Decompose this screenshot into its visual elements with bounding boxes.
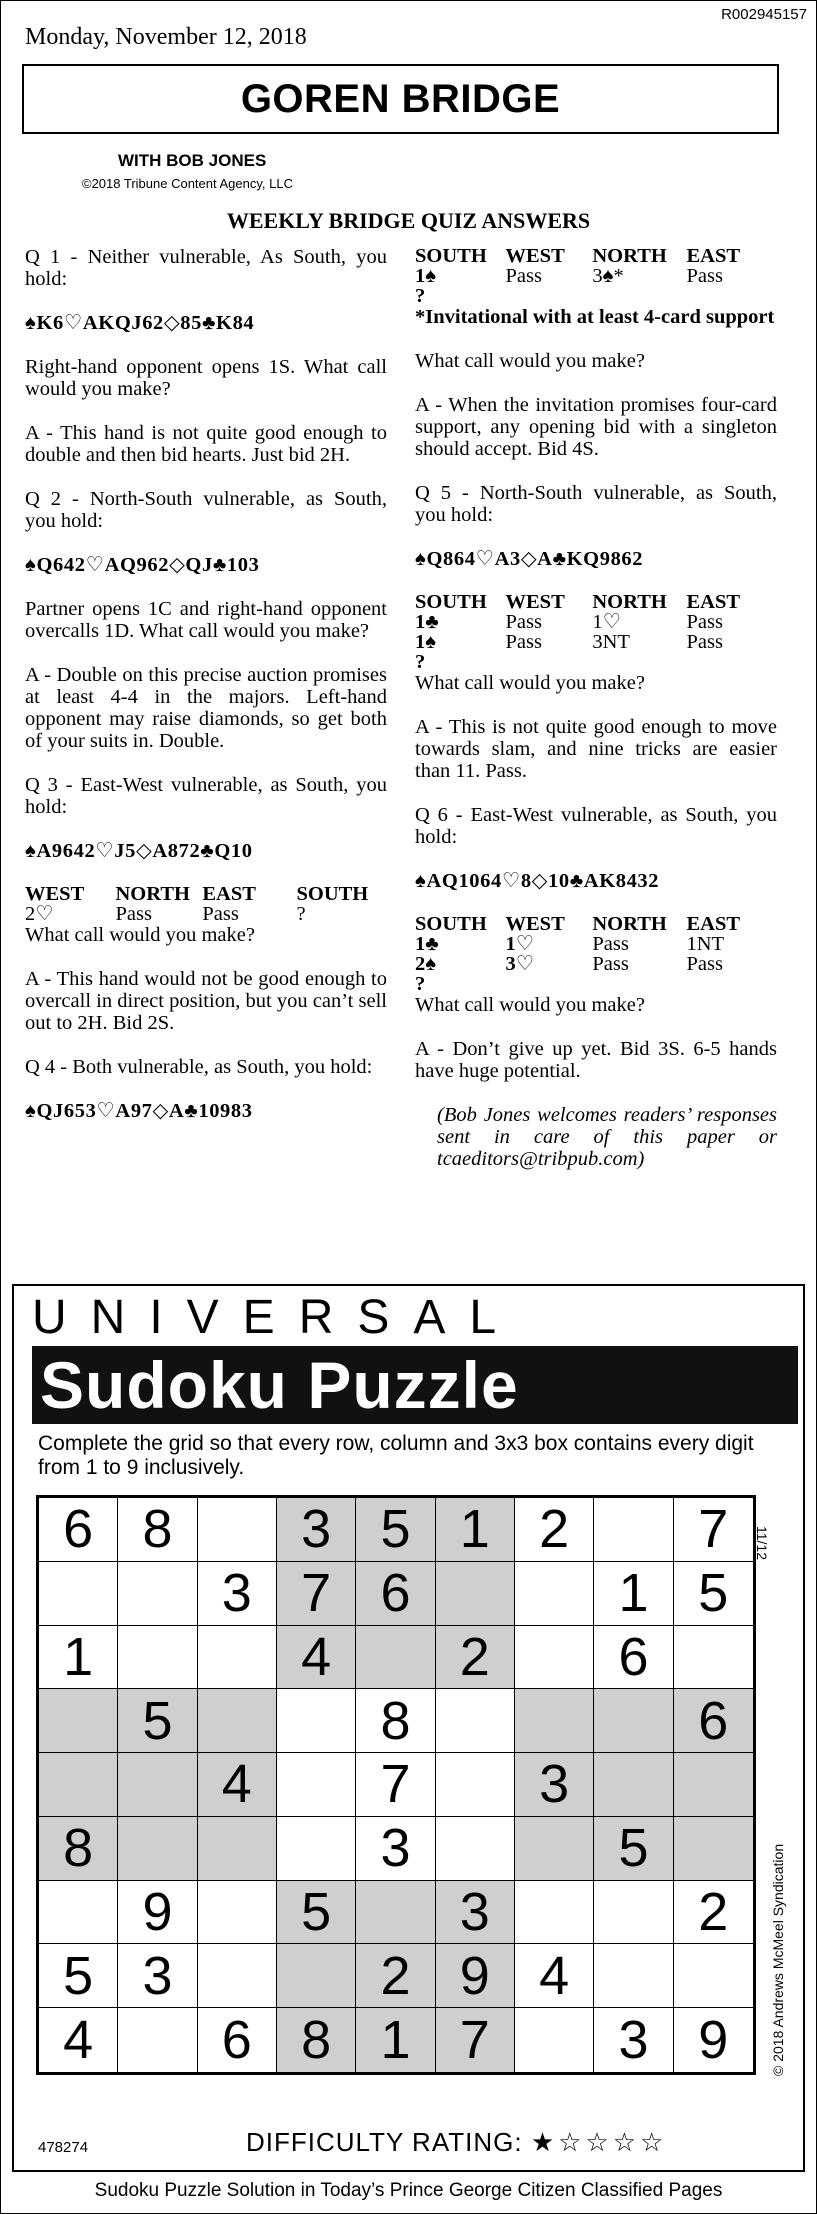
auction-header: SOUTH xyxy=(415,591,487,613)
sudoku-cell[interactable] xyxy=(39,1753,118,1817)
sudoku-cell: 7 xyxy=(356,1753,435,1817)
sudoku-cell: 7 xyxy=(436,2008,515,2072)
auction-call: 1♡ xyxy=(505,933,535,955)
sudoku-cell[interactable] xyxy=(198,1689,277,1753)
sudoku-cell: 6 xyxy=(674,1689,753,1753)
sudoku-cell: 8 xyxy=(356,1689,435,1753)
sudoku-cell[interactable] xyxy=(594,1689,673,1753)
puzzle-number: 478274 xyxy=(38,2139,89,2156)
sudoku-cell: 6 xyxy=(356,1562,435,1626)
sudoku-instructions: Complete the grid so that every row, column and 3x3 box contains every digit from 1 to 9 inclusively. xyxy=(38,1432,754,1479)
sudoku-cell: 2 xyxy=(674,1881,753,1945)
byline: WITH BOB JONES xyxy=(118,151,267,170)
auction-call: ? xyxy=(415,285,426,307)
sudoku-cell[interactable] xyxy=(436,1753,515,1817)
q4-question: Q 4 - Both vulnerable, as South, you hold: xyxy=(25,1056,373,1078)
sudoku-cell: 6 xyxy=(198,2008,277,2072)
sudoku-grid xyxy=(36,1495,756,2075)
auction-call xyxy=(686,974,777,994)
q4-note: *Invitational with at least 4-card support xyxy=(415,306,775,328)
sudoku-cell: 7 xyxy=(674,1498,753,1562)
auction-call: Pass xyxy=(505,611,542,633)
publication-date: Monday, November 12, 2018 xyxy=(25,24,307,50)
sudoku-cell: 5 xyxy=(674,1562,753,1626)
sudoku-cell: 4 xyxy=(277,1626,356,1690)
puzzle-date: 11/12 xyxy=(754,1526,770,1560)
sudoku-cell[interactable] xyxy=(594,1881,673,1945)
auction-header: SOUTH xyxy=(415,913,487,935)
sudoku-cell: 4 xyxy=(198,1753,277,1817)
sudoku-cell[interactable] xyxy=(39,1689,118,1753)
auction-call: 1♠ xyxy=(415,631,437,653)
sudoku-cell[interactable] xyxy=(198,1817,277,1881)
sudoku-cell: 8 xyxy=(39,1817,118,1881)
q4-hand: ♠QJ653♡A97◇A♣10983 xyxy=(25,1100,253,1122)
sudoku-cell: 3 xyxy=(118,1944,197,2008)
sudoku-cell[interactable] xyxy=(277,1753,356,1817)
auction-header: NORTH xyxy=(592,913,667,935)
auction-call: Pass xyxy=(686,265,723,287)
auction-call xyxy=(592,652,686,672)
left-column xyxy=(25,246,387,1122)
sudoku-title: Sudoku Puzzle xyxy=(32,1346,798,1424)
auction-header: EAST xyxy=(686,591,741,613)
sudoku-cell[interactable] xyxy=(118,2008,197,2072)
auction-call: Pass xyxy=(115,903,152,925)
reference-id: R002945157 xyxy=(721,6,807,23)
sudoku-cell[interactable] xyxy=(356,1626,435,1690)
sudoku-panel xyxy=(12,1284,805,2172)
quiz-heading: WEEKLY BRIDGE QUIZ ANSWERS xyxy=(226,208,591,233)
q2-answer: A - Double on this precise auction promises at least 4-4 in the majors. Left-hand opponent may raise diamonds, so get both of your suits in. Double. xyxy=(25,664,387,752)
auction-call: 1♡ xyxy=(592,611,622,633)
auction-call: 3♠* xyxy=(592,265,624,287)
sudoku-cell: 9 xyxy=(698,2010,729,2071)
sudoku-cell[interactable] xyxy=(436,1817,515,1881)
auction-call xyxy=(506,286,593,306)
sudoku-cell[interactable] xyxy=(118,1626,197,1690)
q5-answer: A - This is not quite good enough to move towards slam, and nine tricks are easier than 11. Pass. xyxy=(415,716,777,782)
q6-question: Q 6 - East-West vulnerable, as South, you hold: xyxy=(415,804,777,848)
auction-call: Pass xyxy=(592,933,629,955)
sudoku-cell: 4 xyxy=(515,1944,594,2008)
sudoku-cell[interactable] xyxy=(436,1689,515,1753)
sudoku-cell: 1 xyxy=(39,1626,118,1690)
sudoku-cell: 9 xyxy=(436,1944,515,2008)
sudoku-cell[interactable] xyxy=(515,1817,594,1881)
q3-answer: A - This hand would not be good enough to overcall in direct position, but you can’t sell out to 2H. Bid 2S. xyxy=(25,968,387,1034)
auction-header: NORTH xyxy=(115,883,190,905)
sudoku-cell: 3 xyxy=(198,1562,277,1626)
auction-header: NORTH xyxy=(592,591,667,613)
sudoku-cell[interactable] xyxy=(277,1689,356,1753)
auction-call: Pass xyxy=(686,953,723,975)
q6-prompt: What call would you make? xyxy=(415,994,645,1016)
sudoku-cell: 3 xyxy=(436,1881,515,1945)
q2-prompt: Partner opens 1C and right-hand opponent overcalls 1D. What call would you make? xyxy=(25,598,387,642)
sudoku-cell[interactable] xyxy=(277,1817,356,1881)
q1-answer: A - This hand is not quite good enough to double and then bid hearts. Just bid 2H. xyxy=(25,422,387,466)
sudoku-cell[interactable] xyxy=(118,1562,197,1626)
auction-header: WEST xyxy=(505,245,565,267)
auction-call: ? xyxy=(415,651,426,673)
sudoku-cell[interactable] xyxy=(198,1498,277,1562)
auction-call: 2♠ xyxy=(415,953,437,975)
copyright-line: ©2018 Tribune Content Agency, LLC xyxy=(82,176,293,191)
auction-call: 1NT xyxy=(686,933,725,955)
auction-call: 2♡ xyxy=(25,903,54,925)
sudoku-cell: 2 xyxy=(356,1944,435,2008)
sudoku-cell: 5 xyxy=(594,1817,673,1881)
auction-call: ? xyxy=(415,973,426,995)
auction-call: 1♠ xyxy=(415,265,437,287)
sudoku-cell: 3 xyxy=(356,1817,435,1881)
auction-header: EAST xyxy=(686,913,741,935)
q4-auction xyxy=(415,246,777,306)
sudoku-cell: 3 xyxy=(515,1753,594,1817)
sudoku-cell[interactable] xyxy=(594,1944,673,2008)
auction-call: Pass xyxy=(686,611,723,633)
q1-prompt: Right-hand opponent opens 1S. What call would you make? xyxy=(25,356,387,400)
sudoku-cell[interactable] xyxy=(198,1944,277,2008)
auction-call: Pass xyxy=(592,953,629,975)
q2-hand: ♠Q642♡AQ962◇QJ♣103 xyxy=(25,554,260,576)
auction-call xyxy=(592,974,686,994)
sudoku-cell: 4 xyxy=(39,2008,118,2072)
sudoku-cell[interactable] xyxy=(674,1944,753,2008)
difficulty-rating xyxy=(246,2127,667,2158)
sudoku-cell[interactable] xyxy=(39,1562,118,1626)
sudoku-cell: 5 xyxy=(277,1881,356,1945)
auction-call: 3NT xyxy=(592,631,630,653)
q2-question: Q 2 - North-South vulnerable, as South, you hold: xyxy=(25,488,387,532)
q5-prompt: What call would you make? xyxy=(415,672,645,694)
sudoku-cell[interactable] xyxy=(198,1881,277,1945)
auction-call: 1♣ xyxy=(415,611,439,633)
q3-auction xyxy=(25,884,387,924)
sudoku-cell: 9 xyxy=(118,1881,197,1945)
sudoku-cell: 5 xyxy=(356,1498,435,1562)
auction-call: Pass xyxy=(505,631,542,653)
sudoku-cell: 8 xyxy=(118,1498,197,1562)
sudoku-cell: 2 xyxy=(436,1626,515,1690)
q3-prompt: What call would you make? xyxy=(25,924,255,946)
q3-hand: ♠A9642♡J5◇A872♣Q10 xyxy=(25,840,253,862)
sudoku-cell[interactable] xyxy=(515,1562,594,1626)
right-column xyxy=(415,246,777,1170)
sudoku-cell: 2 xyxy=(515,1498,594,1562)
auction-call xyxy=(686,652,777,672)
sudoku-cell[interactable] xyxy=(515,2008,594,2072)
sudoku-cell[interactable] xyxy=(277,1944,356,2008)
sudoku-cell[interactable] xyxy=(515,1881,594,1945)
auction-call: ? xyxy=(296,903,306,925)
q5-auction xyxy=(415,592,777,672)
sudoku-cell[interactable] xyxy=(356,1881,435,1945)
auction-call xyxy=(686,286,777,306)
sudoku-cell: 3 xyxy=(594,2008,673,2072)
column-title: GOREN BRIDGE xyxy=(22,64,779,134)
sudoku-cell[interactable] xyxy=(674,1753,753,1817)
sudoku-cell[interactable] xyxy=(39,1881,118,1945)
auction-header: EAST xyxy=(686,245,741,267)
auction-header: SOUTH xyxy=(296,883,369,905)
auction-call xyxy=(592,286,686,306)
q1-hand: ♠K6♡AKQJ62◇85♣K84 xyxy=(25,312,255,334)
q6-auction xyxy=(415,914,777,994)
sudoku-cell[interactable] xyxy=(198,1626,277,1690)
q4-answer: A - When the invitation promises four-card support, any opening bid with a singleton should accept. Bid 4S. xyxy=(415,394,777,460)
sudoku-cell: 1 xyxy=(594,1562,673,1626)
sudoku-cell[interactable] xyxy=(118,1753,197,1817)
sudoku-cell: 5 xyxy=(118,1689,197,1753)
auction-header: EAST xyxy=(202,883,256,905)
sudoku-cell[interactable] xyxy=(674,1817,753,1881)
sudoku-cell: 7 xyxy=(277,1562,356,1626)
sudoku-brand: UNIVERSAL xyxy=(32,1291,521,1344)
q4-prompt: What call would you make? xyxy=(415,350,645,372)
q6-hand: ♠AQ1064♡8◇10♣AK8432 xyxy=(415,870,660,892)
sudoku-cell[interactable] xyxy=(118,1817,197,1881)
sudoku-cell: 8 xyxy=(277,2008,356,2072)
difficulty-label: DIFFICULTY RATING: xyxy=(246,2127,523,2157)
difficulty-stars: ★☆☆☆☆ xyxy=(530,2127,668,2157)
footer-note: Sudoku Puzzle Solution in Today’s Prince George Citizen Classified Pages xyxy=(94,2180,723,2201)
auction-call: Pass xyxy=(202,903,239,925)
sudoku-cell: 6 xyxy=(594,1626,673,1690)
auction-call: 3♡ xyxy=(505,953,535,975)
auction-call: Pass xyxy=(686,631,723,653)
auction-call xyxy=(506,652,593,672)
syndication-credit: © 2018 Andrews McMeel Syndication xyxy=(770,1843,786,2076)
auction-call xyxy=(506,974,593,994)
auction-call: Pass xyxy=(505,265,542,287)
sudoku-cell[interactable] xyxy=(594,1498,673,1562)
sudoku-cell: 1 xyxy=(436,1498,515,1562)
sudoku-cell[interactable] xyxy=(674,1626,753,1690)
auction-header: NORTH xyxy=(592,245,667,267)
sudoku-cell: 1 xyxy=(356,2008,435,2072)
auction-header: WEST xyxy=(505,591,565,613)
q5-question: Q 5 - North-South vulnerable, as South, you hold: xyxy=(415,482,777,526)
sudoku-cell[interactable] xyxy=(594,1753,673,1817)
q1-question: Q 1 - Neither vulnerable, As South, you hold: xyxy=(25,246,387,290)
sudoku-cell[interactable] xyxy=(515,1626,594,1690)
sudoku-cell[interactable] xyxy=(515,1689,594,1753)
auction-header: WEST xyxy=(505,913,565,935)
sudoku-cell: 5 xyxy=(39,1944,118,2008)
auction-header: WEST xyxy=(25,883,85,905)
auction-header: SOUTH xyxy=(415,245,487,267)
sudoku-cell: 3 xyxy=(277,1498,356,1562)
sudoku-cell: 6 xyxy=(39,1498,118,1562)
closing-note: (Bob Jones welcomes readers’ responses sent in care of this paper or tcaeditors@tribpub.com) xyxy=(437,1104,777,1170)
auction-call: 1♣ xyxy=(415,933,439,955)
q6-answer: A - Don’t give up yet. Bid 3S. 6-5 hands have huge potential. xyxy=(415,1038,777,1082)
sudoku-cell[interactable] xyxy=(436,1562,515,1626)
q3-question: Q 3 - East-West vulnerable, as South, you hold: xyxy=(25,774,387,818)
q5-hand: ♠Q864♡A3◇A♣KQ9862 xyxy=(415,548,644,570)
